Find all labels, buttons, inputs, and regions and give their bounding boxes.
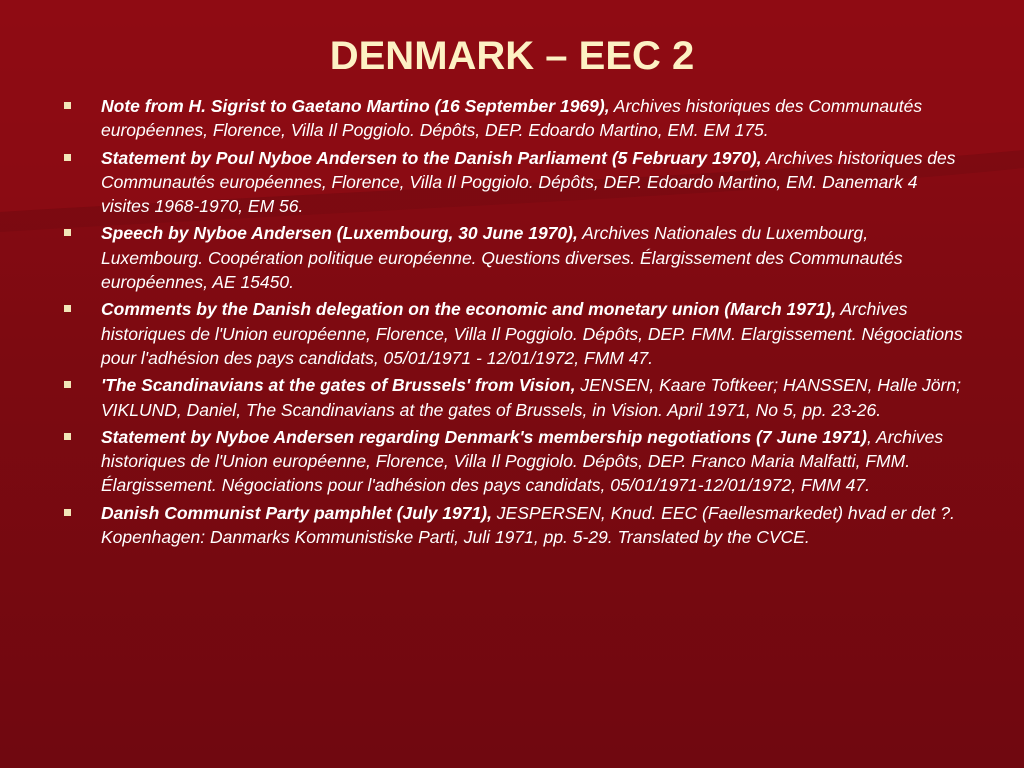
reference-detail: Archives historiques des Communautés européennes, Florence, Villa Il Poggiolo. Dépôts, DEP. Edoardo Martino, EM. EM 175.	[101, 96, 923, 141]
square-bullet-icon	[64, 229, 71, 236]
reference-title: Statement by Poul Nyboe Andersen to the Danish Parliament (5 February 1970),	[101, 147, 762, 168]
list-item	[62, 94, 970, 143]
reference-detail: JESPERSEN, Knud. EEC (Faellesmarkedet) hvad er det ?. Kopenhagen: Danmarks Kommunistiske Parti, Juli 1971, pp. 5-29. Translated by the CVCE.	[101, 502, 955, 548]
list-item	[62, 373, 970, 422]
square-bullet-icon	[64, 381, 71, 388]
square-bullet-icon	[64, 102, 71, 109]
list-item	[62, 221, 970, 294]
square-bullet-icon	[64, 433, 71, 440]
square-bullet-icon	[64, 305, 71, 312]
list-item	[62, 425, 970, 498]
reference-detail: Archives historiques de l'Union européenne, Florence, Villa Il Poggiolo. Dépôts, DEP. FMM. Elargissement. Négociations pour l'adhésion des pays candidats, 05/01/1971 - 12/01/1972, FMM 47.	[101, 299, 963, 368]
list-item	[62, 501, 970, 550]
reference-title: Speech by Nyboe Andersen (Luxembourg, 30 June 1970),	[101, 223, 578, 244]
slide-title: DENMARK – EEC 2	[329, 34, 695, 78]
reference-title: Note from H. Sigrist to Gaetano Martino (16 September 1969),	[101, 96, 610, 116]
reference-title: Statement by Nyboe Andersen regarding Denmark's membership negotiations (7 June 1971)	[101, 426, 867, 447]
list-item	[62, 297, 970, 370]
square-bullet-icon	[64, 509, 71, 516]
reference-detail: , Archives historiques de l'Union européenne, Florence, Villa Il Poggiolo. Dépôts, DEP. Franco Maria Malfatti, FMM. Élargissement. Négociations pour l'adhésion des pays candidats, 05/01/1971-12/01/1972, FMM 47.	[101, 426, 944, 496]
square-bullet-icon	[64, 154, 71, 161]
reference-detail: Archives Nationales du Luxembourg, Luxembourg. Coopération politique européenne. Questions diverses. Élargissement des Communautés européennes, AE 15450.	[101, 223, 903, 293]
reference-list	[62, 94, 970, 552]
reference-title: 'The Scandinavians at the gates of Brussels' from Vision,	[101, 375, 576, 396]
reference-detail: Archives historiques des Communautés européennes, Florence, Villa Il Poggiolo. Dépôts, DEP. Edoardo Martino, EM. Danemark 4 visites 1968-1970, EM 56.	[101, 147, 956, 217]
list-item	[62, 146, 970, 219]
reference-title: Comments by the Danish delegation on the economic and monetary union (March 1971),	[101, 299, 837, 320]
reference-detail: JENSEN, Kaare Toftkeer; HANSSEN, Halle Jörn; VIKLUND, Daniel, The Scandinavians at the gates of Brussels, in Vision. April 1971, No 5, pp. 23-26.	[101, 375, 961, 420]
reference-title: Danish Communist Party pamphlet (July 1971),	[101, 502, 492, 523]
